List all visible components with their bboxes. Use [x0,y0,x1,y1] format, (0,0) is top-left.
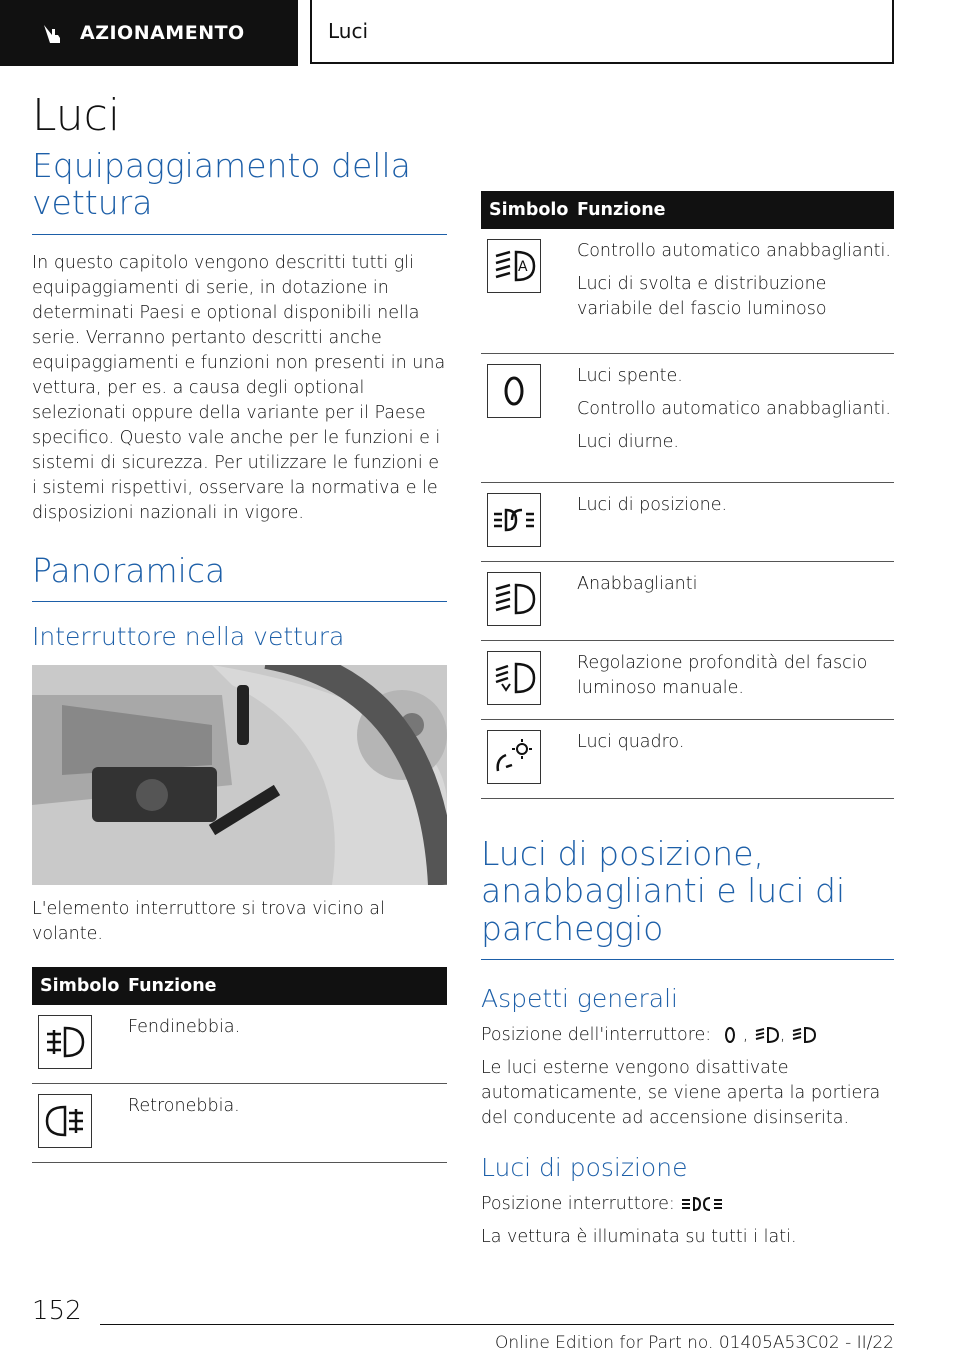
table-right [481,191,894,799]
general-text: Le luci esterne vengono disattivate automaticamente, se viene aperta la portiera del conducente ad accensione disinserita. [481,1057,881,1128]
topic-tab [310,0,894,64]
parking-heading: Luci di posizione, anabbaglianti e luci di parcheggio [481,835,894,960]
hand-pointer-icon [38,19,66,47]
parking-light-icon [680,1194,724,1214]
headlight-range-icon [487,651,541,705]
switch-position-line: Posizione dell'interruttore: , , [481,1023,894,1048]
table-row: Retronebbia. [32,1084,447,1163]
pos-switch-line: Posizione interruttore: [481,1192,894,1217]
pos-text: La vettura è illuminata su tutti i lati. [481,1226,797,1247]
low-beam-icon [487,572,541,626]
table-row: Anabbaglianti [481,562,894,641]
low-beam-icon [754,1025,780,1045]
auto-headlight-icon [791,1025,817,1045]
switch-caption: L'elemento interruttore si trova vicino al volante. [32,898,385,944]
table-header: Simbolo Funzione [32,967,447,1005]
overview-sub: Interruttore nella vettura [32,621,345,651]
table-header: Simbolo Funzione [481,191,894,229]
pos-heading: Luci di posizione [481,1152,688,1182]
table-left [32,967,447,1163]
lights-off-icon [717,1025,743,1045]
page-title: Luci [32,90,121,141]
section-tab [0,0,298,66]
equip-text: In questo capitolo vengono descritti tutti gli equipaggiamenti di serie, in dotazione in determinati Paesi e optional disponibili nella serie. Verranno pertanto descritti anche equipaggiamenti e funzioni non presenti in una vettura, per es. a causa degli optional selezionati oppure della variante per il Paese specifico. Questo vale anche per le funzioni e i sistemi di sicurezza. Per utilizzare le funzioni e i sistemi rispettivi, osservare la normativa e le disposizioni nazionali in vigore. [32,252,446,523]
rear-fog-light-icon [38,1094,92,1148]
table-row: Regolazione profondità del fascio luminoso manuale. [481,641,894,720]
page-number: 152 [32,1296,82,1326]
table-row: A Controllo automatico anabbaglianti. Luci di svolta e distribuzione variabile del fascio luminoso [481,229,894,354]
lights-off-icon [487,364,541,418]
section-label: AZIONAMENTO [80,22,245,44]
overview-heading: Panoramica [32,552,447,602]
left-column [32,90,447,1163]
table-row: Luci quadro. [481,720,894,799]
equip-heading: Equipaggiamento della vettura [32,147,447,235]
right-column [481,191,894,1250]
table-row: Fendinebbia. [32,1005,447,1084]
front-fog-light-icon [38,1015,92,1069]
svg-text:A: A [518,259,528,275]
general-heading: Aspetti generali [481,983,678,1013]
switch-photo [32,665,447,885]
footer: Online Edition for Part no. 01405A53C02 - II/22 [100,1324,894,1353]
instrument-lighting-icon [487,730,541,784]
table-row: Luci spente. Controllo automatico anabbaglianti. Luci diurne. [481,354,894,483]
topic-label: Luci [328,19,369,43]
table-row: Luci di posizione. [481,483,894,562]
parking-light-icon [487,493,541,547]
auto-headlight-icon [487,239,541,293]
